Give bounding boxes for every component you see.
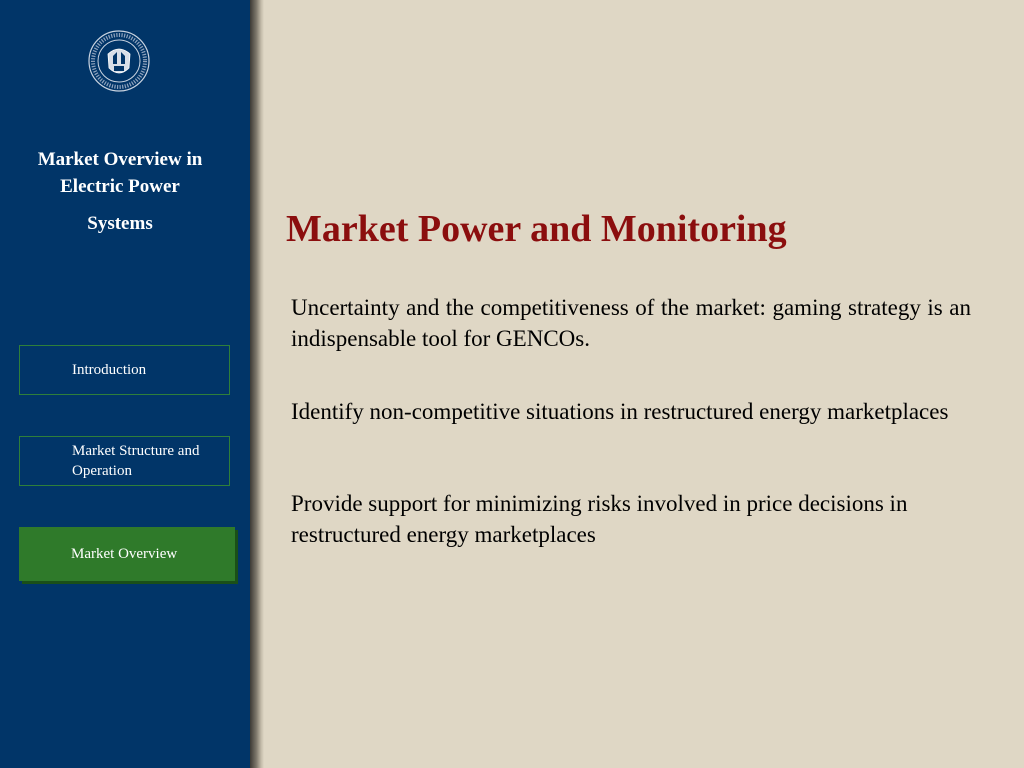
nav-item-label: Market Structure and Operation [72, 443, 200, 479]
nav-item-label: Introduction [72, 362, 147, 378]
deck-title [0, 146, 240, 237]
slide-paragraph: Uncertainty and the competitiveness of the market: gaming strategy is an indispensable tool for GENCOs. [291, 295, 971, 351]
slide-paragraph: Provide support for minimizing risks involved in price decisions in restructured energy marketplaces [291, 491, 908, 547]
nav-item-introduction[interactable] [19, 345, 230, 395]
sidebar-divider-shadow [250, 0, 264, 768]
university-seal-icon [88, 30, 150, 92]
sidebar [0, 0, 250, 768]
deck-title-line: Market Overview in [37, 149, 203, 170]
deck-title-line: Systems [87, 213, 153, 234]
nav-item-label: Market Overview [71, 546, 178, 562]
nav-item-market-structure-and-operation[interactable] [19, 436, 230, 486]
slide-title: Market Power and Monitoring [286, 208, 787, 250]
deck-title-line: Electric Power [60, 176, 180, 197]
slide-paragraph: Identify non-competitive situations in restructured energy marketplaces [291, 399, 949, 424]
nav-item-market-overview[interactable] [19, 527, 235, 581]
